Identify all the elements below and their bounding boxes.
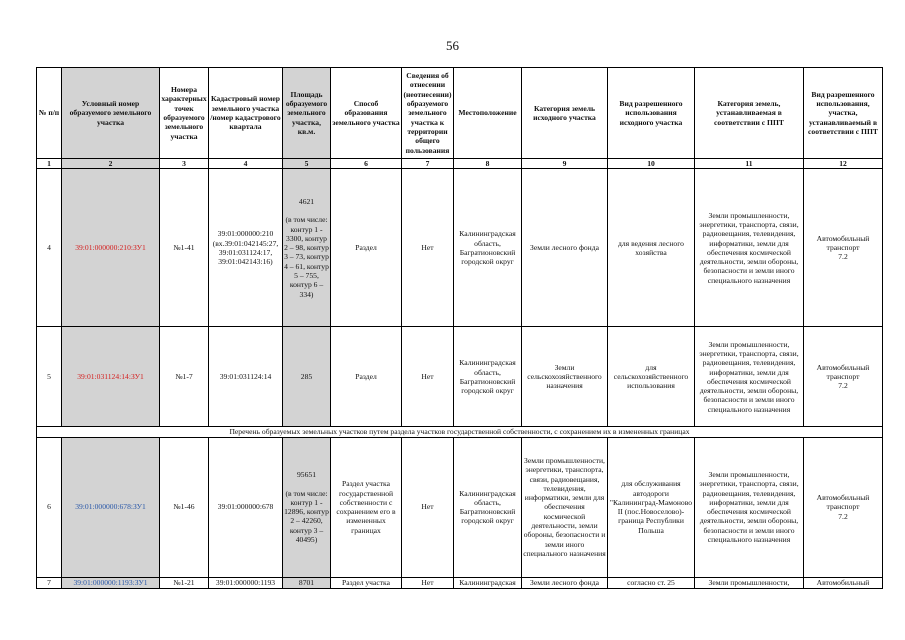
table-row	[37, 577, 883, 588]
cadastral-number: 39:01:000000:210 (вх.39:01:042145:27, 39:01:031124:17, 39:01:042143:16)	[209, 169, 283, 327]
category-ppt: Земли промышленности, энергетики, транспорта, связи, радиовещания, телевидения, информатики, земли для обеспечения космической деятельности, земли обороны, безопасности и земли иного специального назначения	[695, 169, 804, 327]
use-src: для сельскохозяйственного использования	[608, 327, 695, 427]
header-use-src: Вид разрешенного использования исходного участка	[608, 68, 695, 159]
col-num: 12	[804, 159, 883, 169]
row-num: 7	[37, 577, 62, 588]
table-row	[37, 437, 883, 577]
col-num: 6	[331, 159, 402, 169]
page-number: 56	[446, 38, 459, 53]
col-num: 1	[37, 159, 62, 169]
col-num: 8	[454, 159, 522, 169]
area: 95651 (в том числе: контур 1 - 12896, контур 2 – 42260, контур 3 – 40495)	[283, 437, 331, 577]
formation-method: Раздел	[331, 327, 402, 427]
header-area: Площадь образуемого земельного участка, кв.м.	[283, 68, 331, 159]
category-src: Земли лесного фонда	[522, 577, 608, 588]
use-ppt: Автомобильный транспорт 7.2	[804, 437, 883, 577]
parcel-id: 39:01:031124:14:ЗУ1	[62, 327, 160, 427]
cadastral-number: 39:01:031124:14	[209, 327, 283, 427]
parcel-id: 39:01:000000:210:ЗУ1	[62, 169, 160, 327]
public-use: Нет	[402, 327, 454, 427]
section-heading: Перечень образуемых земельных участков путем раздела участков государственной собственности, с сохранением их в измененных границах	[37, 427, 883, 437]
header-parcel-id: Условный номер образуемого земельного участка	[62, 68, 160, 159]
public-use: Нет	[402, 169, 454, 327]
area: 8701	[283, 577, 331, 588]
header-use-ppt: Вид разрешенного использования, участка, устанавливаемый в соответствии с ППТ	[804, 68, 883, 159]
table-row	[37, 327, 883, 427]
section-heading-row	[37, 427, 883, 437]
table-row	[37, 169, 883, 327]
cadastral-number: 39:01:000000:678	[209, 437, 283, 577]
category-src: Земли сельскохозяйственного назначения	[522, 327, 608, 427]
points: №1-7	[160, 327, 209, 427]
header-method: Способ образования земельного участка	[331, 68, 402, 159]
header-category-src: Категория земель исходного участка	[522, 68, 608, 159]
col-num: 3	[160, 159, 209, 169]
use-ppt: Автомобильный транспорт 7.2	[804, 327, 883, 427]
parcel-register-table	[36, 67, 883, 589]
location: Калининградская	[454, 577, 522, 588]
formation-method: Раздел участка	[331, 577, 402, 588]
use-ppt: Автомобильный транспорт 7.2	[804, 169, 883, 327]
public-use: Нет	[402, 437, 454, 577]
col-num: 11	[695, 159, 804, 169]
col-num: 4	[209, 159, 283, 169]
parcel-id: 39:01:000000:678:ЗУ1	[62, 437, 160, 577]
header-category-ppt: Категория земель, устанавливаемая в соответствии с ППТ	[695, 68, 804, 159]
row-num: 4	[37, 169, 62, 327]
use-ppt: Автомобильный	[804, 577, 883, 588]
cadastral-number: 39:01:000000:1193	[209, 577, 283, 588]
row-num: 5	[37, 327, 62, 427]
points: №1-41	[160, 169, 209, 327]
category-src: Земли лесного фонда	[522, 169, 608, 327]
formation-method: Раздел участка государственной собственности с сохранением его в измененных границах	[331, 437, 402, 577]
category-ppt: Земли промышленности, энергетики, транспорта, связи, радиовещания, телевидения, информатики, земли для обеспечения космической деятельности, земли обороны, безопасности и земли иного специального назначения	[695, 327, 804, 427]
use-src: для обслуживания автодороги "Калининград-Мамоново II (пос.Новоселово)-граница Республики Польша	[608, 437, 695, 577]
category-ppt: Земли промышленности,	[695, 577, 804, 588]
header-row	[37, 68, 883, 159]
category-ppt: Земли промышленности, энергетики, транспорта, связи, радиовещания, телевидения, информатики, земли для обеспечения космической деятельности, земли обороны, безопасности и земли иного специального назначения	[695, 437, 804, 577]
use-src: для ведения лесного хозяйства	[608, 169, 695, 327]
header-public-use: Сведения об отнесении (неотнесении) образуемого земельного участка к территории общего пользования	[402, 68, 454, 159]
location: Калининградская область, Багратионовский городской округ	[454, 327, 522, 427]
col-num: 5	[283, 159, 331, 169]
row-num: 6	[37, 437, 62, 577]
parcel-id: 39:01:000000:1193:ЗУ1	[62, 577, 160, 588]
location: Калининградская область, Багратионовский городской округ	[454, 169, 522, 327]
header-cadastral: Кадастровый номер земельного участка /номер кадастрового квартала	[209, 68, 283, 159]
col-num: 7	[402, 159, 454, 169]
header-points: Номера характерных точек образуемого земельного участка	[160, 68, 209, 159]
area: 4621 (в том числе: контур 1 - 3300, контур 2 – 98, контур 3 – 73, контур 4 – 61, контур 5 – 755, контур 6 – 334)	[283, 169, 331, 327]
col-num: 2	[62, 159, 160, 169]
use-src: согласно ст. 25	[608, 577, 695, 588]
category-src: Земли промышленности, энергетики, транспорта, связи, радиовещания, телевидения, информатики, земли для обеспечения космической деятельности, земли обороны, безопасности и земли иного специального назначения	[522, 437, 608, 577]
area: 285	[283, 327, 331, 427]
public-use: Нет	[402, 577, 454, 588]
column-number-row	[37, 159, 883, 169]
points: №1-46	[160, 437, 209, 577]
formation-method: Раздел	[331, 169, 402, 327]
header-num: № п/п	[37, 68, 62, 159]
header-location: Местоположение	[454, 68, 522, 159]
col-num: 9	[522, 159, 608, 169]
points: №1-21	[160, 577, 209, 588]
col-num: 10	[608, 159, 695, 169]
location: Калининградская область, Багратионовский городской округ	[454, 437, 522, 577]
